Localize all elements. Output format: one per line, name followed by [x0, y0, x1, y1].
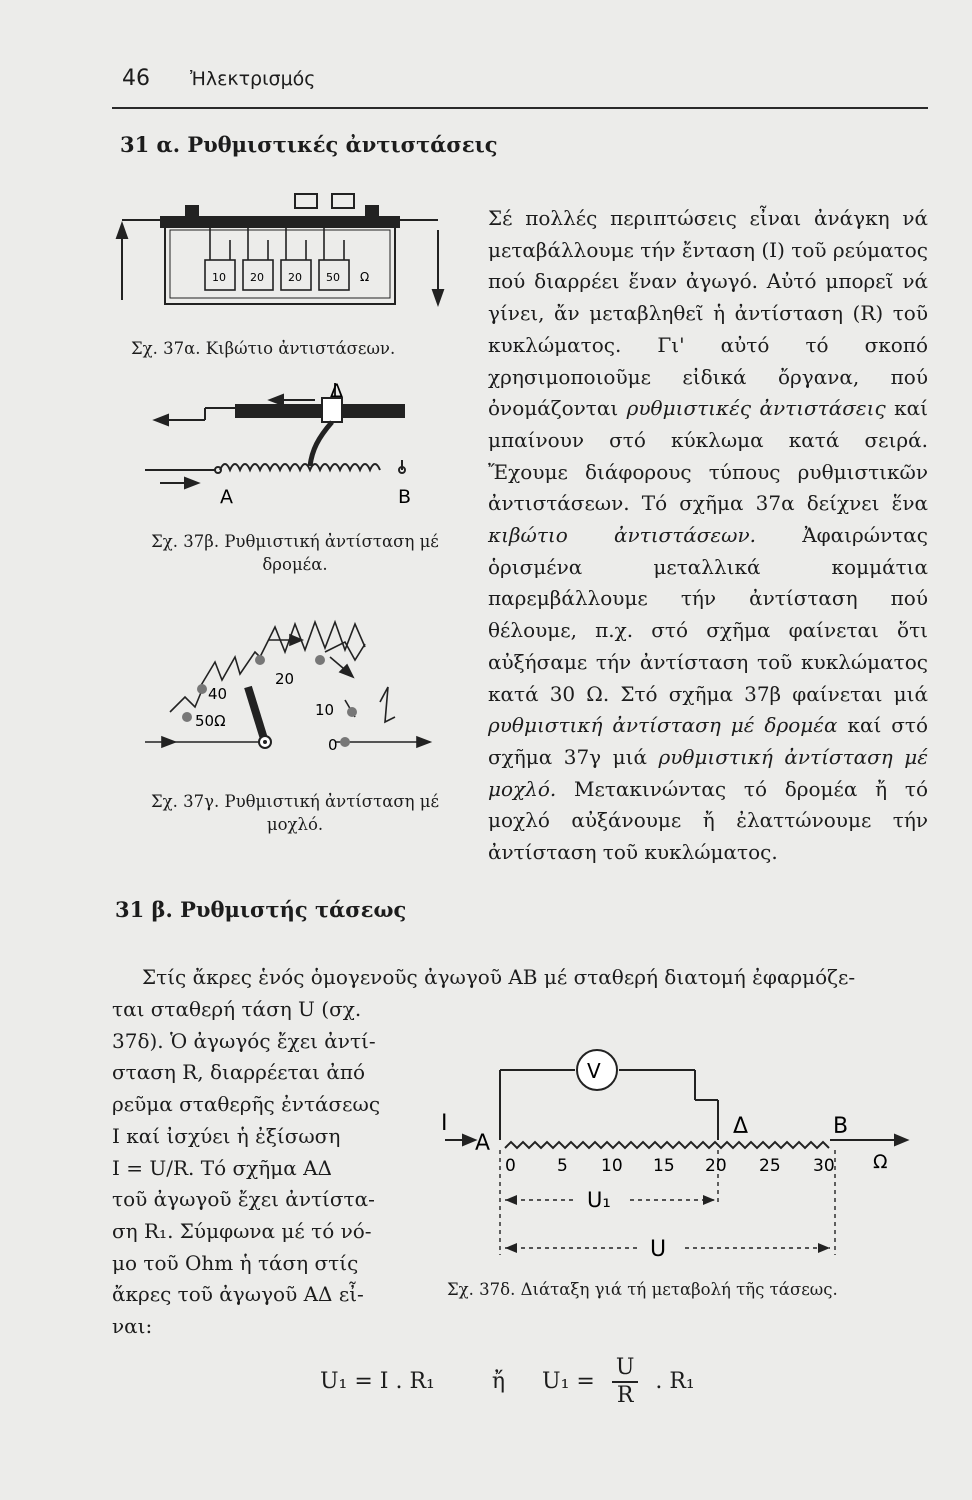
- body-line-4: καί στό σχῆμα 37γ μιά: [488, 713, 929, 769]
- formula-or: ἤ: [491, 1369, 506, 1394]
- u1-label: U₁: [587, 1188, 611, 1212]
- scale-5: 5: [557, 1156, 568, 1176]
- slider-label-a: Α: [220, 486, 233, 508]
- box-label-10: 10: [212, 271, 226, 284]
- figure-37a-caption: Σχ. 37α. Κιβώτιο ἀντιστάσεων.: [131, 339, 396, 358]
- term-regulating-resistances: ρυθμιστικές ἀντιστάσεις: [626, 396, 886, 421]
- header-rule: [112, 107, 928, 109]
- section-b-narrow-text: [112, 994, 397, 1343]
- body-line-5: Μετακινώντας τό δρομέα ἤ τό μοχλό αὐξάνουμε ἤ ἐλαττώνουμε τήν ἀντίσταση τοῦ κυκλώματος.: [488, 776, 928, 865]
- section-a-body: [488, 203, 928, 869]
- formula-rhs-suffix: . R₁: [655, 1369, 695, 1394]
- section-b-title: 31 β. Ρυθμιστής τάσεως: [115, 897, 407, 922]
- current-label: I: [441, 1111, 448, 1136]
- section-b-line-1: Στίς ἄκρες ἑνός ὁμογενοῦς ἀγωγοῦ ΑΒ μέ σταθερή διατομή ἐφαρμόζε-: [142, 965, 856, 989]
- scale-15: 15: [653, 1156, 675, 1176]
- formula-denominator: R: [616, 1383, 634, 1408]
- box-label-20b: 20: [288, 271, 302, 284]
- figure-37d-caption: Σχ. 37δ. Διάταξη γιά τή μεταβολή τῆς τάσεως.: [447, 1280, 838, 1299]
- lever-label-40: 40: [208, 685, 228, 703]
- body-intro: Σέ πολλές περιπτώσεις εἶναι ἀνάγκη νά μεταβάλλουμε τήν ἔνταση (I) τοῦ ρεύματος πού διαρρέει ἕναν ἀγωγό. Αὐτό μπορεῖ νά γίνει, ἄν μεταβληθεῖ ἡ ἀντίσταση (R) τοῦ κυκλώματος. Γι' αὐτό τό σκοπό χρησιμοποιοῦμε εἰδικά ὄργανα, πού ὀνομάζονται: [488, 206, 928, 421]
- lever-label-0: 0: [328, 736, 338, 754]
- figure-37c-caption-line2: μοχλό.: [266, 815, 324, 834]
- u-label: U: [650, 1237, 667, 1262]
- scale-0: 0: [505, 1156, 516, 1176]
- scale-10: 10: [601, 1156, 623, 1176]
- lever-label-10: 10: [315, 701, 335, 719]
- formula-rhs-prefix: U₁ =: [542, 1369, 595, 1394]
- figure-37b-caption-line1: Σχ. 37β. Ρυθμιστική ἀντίσταση μέ: [151, 532, 439, 551]
- narrow-line: 37δ). Ὁ ἀγωγός ἔχει ἀντί-: [112, 1028, 376, 1053]
- narrow-line: I = U/R. Τό σχῆμα ΑΔ: [112, 1155, 332, 1180]
- narrow-line: τοῦ ἀγωγοῦ ἔχει ἀντίστα-: [112, 1187, 375, 1212]
- box-label-50: 50: [326, 271, 340, 284]
- slider-label-delta: Δ: [330, 380, 343, 402]
- figure-37c-caption: [110, 790, 480, 836]
- narrow-line: ται σταθερή τάση U (σχ.: [112, 997, 362, 1021]
- figure-37c-caption-line1: Σχ. 37γ. Ρυθμιστική ἀντίσταση μέ: [150, 792, 440, 811]
- term-lever-rheostat: ρυθμιστική ἀντίσταση μέ μοχλό.: [488, 744, 928, 801]
- scale-25: 25: [759, 1156, 781, 1176]
- narrow-line: ἄκρες τοῦ ἀγωγοῦ ΑΔ εἶ-: [112, 1282, 364, 1307]
- scale-20: 20: [705, 1156, 727, 1176]
- point-a-label: Α: [475, 1131, 491, 1156]
- slider-label-b: Β: [398, 486, 412, 508]
- ohm-law-formula: [320, 1355, 695, 1409]
- figure-37c-lever-rheostat: [140, 612, 440, 772]
- body-line-2: καί μπαίνουν στό κύκλωμα κατά σειρά. Ἔχουμε διάφορους τύπους ρυθμιστικῶν ἀντιστάσεων. Τό σχῆμα 37α δείχνει ἕνα: [488, 396, 928, 516]
- formula-fraction: [612, 1355, 639, 1409]
- narrow-line: μο τοῦ Ohm ἡ τάση στίς: [112, 1250, 359, 1275]
- box-label-ohm: Ω: [360, 270, 370, 284]
- running-title: Ἠλεκτρισμός: [190, 68, 316, 90]
- point-delta-label: Δ: [733, 1114, 749, 1139]
- lever-label-50ohm: 50Ω: [195, 712, 226, 730]
- narrow-line: ναι:: [112, 1314, 153, 1339]
- point-b-label: Β: [833, 1114, 849, 1139]
- narrow-line: ρεῦμα σταθερῆς ἐντάσεως: [112, 1092, 381, 1117]
- figure-37b-slider-rheostat: [140, 378, 430, 510]
- body-line-3: Ἀφαιρώντας ὁρισμένα μεταλλικά κομμάτια παρεμβάλλουμε τήν ἀντίσταση πού θέλουμε, π.χ. στό σχῆμα φαίνεται ὅτι αὐξήσαμε τήν ἀντίσταση τοῦ κυκλώματος κατά 30 Ω. Στό σχῆμα 37β φαίνεται μιά: [488, 523, 929, 706]
- box-label-20a: 20: [250, 271, 264, 284]
- formula-numerator: U: [612, 1355, 639, 1383]
- narrow-line: σταση R, διαρρέεται ἀπό: [112, 1060, 366, 1085]
- figure-37b-caption: [110, 530, 480, 576]
- figure-37a-resistance-box: [110, 190, 460, 315]
- term-slider-rheostat: ρυθμιστική ἀντίσταση μέ δρομέα: [488, 713, 838, 738]
- formula-left: U₁ = I . R₁: [320, 1369, 435, 1394]
- ohm-label: Ω: [873, 1151, 888, 1173]
- narrow-line: ση R₁. Σύμφωνα μέ τό νό-: [112, 1218, 372, 1243]
- voltmeter-label: V: [587, 1059, 601, 1083]
- narrow-line: I καί ἰσχύει ἡ ἐξίσωση: [112, 1123, 341, 1148]
- term-resistance-box: κιβώτιο ἀντιστάσεων.: [488, 523, 756, 548]
- section-a-title: 31 α. Ρυθμιστικές ἀντιστάσεις: [120, 132, 498, 157]
- figure-37b-caption-line2: δρομέα.: [262, 555, 328, 574]
- lever-label-20: 20: [275, 670, 295, 688]
- figure-37d-voltage-divider: [425, 1030, 925, 1265]
- page-number: 46: [122, 66, 150, 91]
- scale-30: 30: [813, 1156, 835, 1176]
